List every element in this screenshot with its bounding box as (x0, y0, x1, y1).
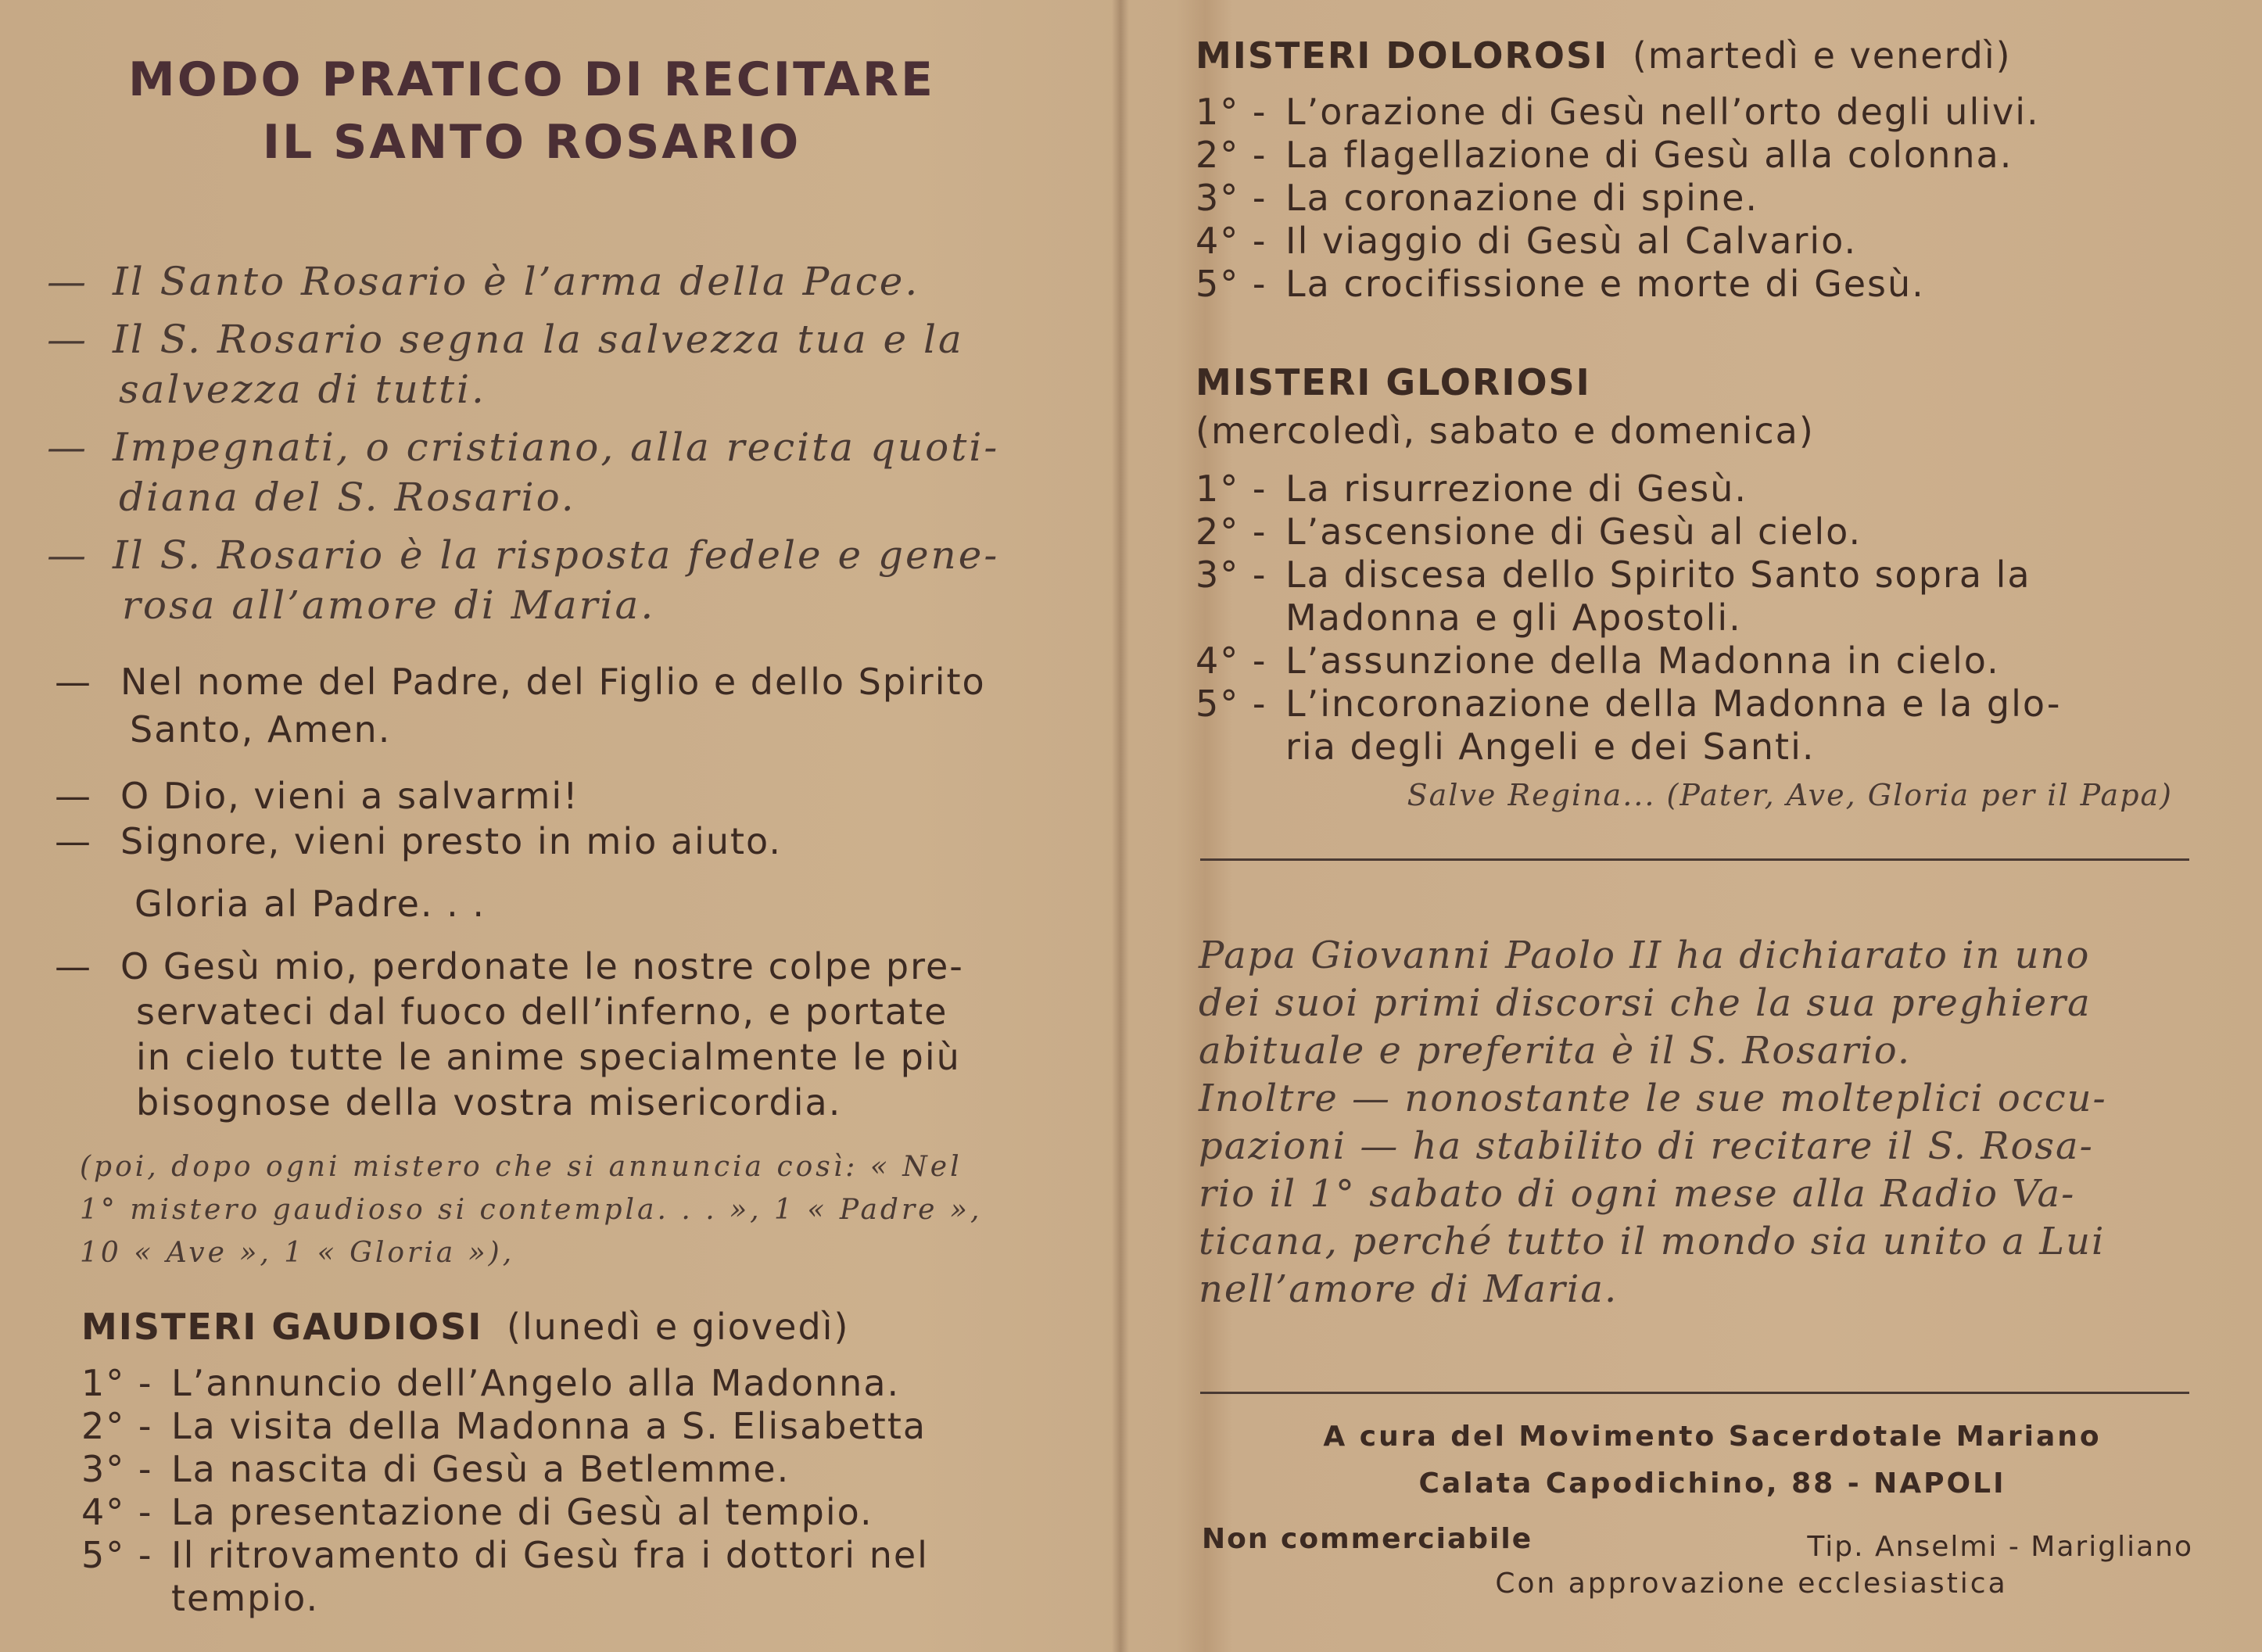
prayer-line: Nel nome del Padre, del Figlio e dello Spirito (120, 661, 986, 703)
list-item (1196, 177, 2181, 220)
prayer-line: O Gesù mio, perdonate le nostre colpe pre- (120, 945, 964, 987)
item-text: L’ascensione di Gesù al cielo. (1285, 511, 1862, 553)
list-item (81, 1534, 1043, 1620)
list-item (1196, 511, 2181, 554)
prayer-line: servateci dal fuoco dell’inferno, e portate (136, 991, 948, 1033)
mysteries-list (81, 1362, 1043, 1620)
item-text (1285, 683, 2181, 769)
o-gesu-prayer (55, 944, 1040, 1125)
list-item (1196, 683, 2181, 769)
misteri-gloriosi (1196, 361, 2181, 819)
exhortation-line: Il S. Rosario segna la salvezza tua e la (113, 317, 964, 362)
non-commercial-label: Non commerciabile (1202, 1523, 1533, 1555)
list-item (1196, 220, 2181, 263)
item-text (171, 1534, 1043, 1620)
exhortation-line: Impegnati, o cristiano, alla recita quoti- (113, 425, 1000, 470)
exhortation (47, 314, 1040, 414)
prayer-item (55, 773, 1040, 819)
paragraph-line: Papa Giovanni Paolo II ha dichiarato in uno (1199, 934, 2091, 977)
dash: — (55, 945, 92, 987)
section-heading (1196, 34, 2181, 77)
dash: — (47, 532, 88, 578)
paragraph-line: dei suoi primi discorsi che la sua preghiera (1199, 981, 2092, 1025)
note-line: 1° mistero gaudioso si contempla. . . », 1 « Padre », (80, 1194, 983, 1226)
exhortation-line: diana del S. Rosario. (119, 475, 576, 520)
heading-label: MISTERI GAUDIOSI (81, 1306, 483, 1348)
list-item (1196, 554, 2181, 640)
exhortation (47, 256, 1040, 306)
note-line: 10 « Ave », 1 « Gloria »), (80, 1237, 515, 1269)
item-text: La visita della Madonna a S. Elisabetta (171, 1405, 927, 1447)
item-text: L’orazione di Gesù nell’orto degli ulivi. (1285, 91, 2040, 133)
misteri-dolorosi (1196, 34, 2181, 306)
item-text: Il viaggio di Gesù al Calvario. (1285, 220, 1858, 262)
note-line: (poi, dopo ogni mistero che si annuncia così: « Nel (80, 1151, 963, 1183)
item-number: 3° - (1196, 177, 1267, 219)
dash: — (47, 425, 88, 470)
item-number: 2° - (1196, 511, 1267, 553)
publisher-line: A cura del Movimento Sacerdotale Mariano (1323, 1421, 2102, 1453)
item-text: La coronazione di spine. (1285, 177, 1759, 219)
item-number: 5° - (81, 1534, 153, 1576)
item-line: Il ritrovamento di Gesù fra i dottori nel (171, 1534, 929, 1576)
list-item (1196, 91, 2181, 134)
mysteries-list (1196, 468, 2181, 769)
prayer-line: Signore, vieni presto in mio aiuto. (120, 820, 782, 862)
page-title (102, 48, 962, 174)
list-item (81, 1405, 1043, 1448)
heading-days: (mercoledì, sabato e domenica) (1196, 410, 1815, 452)
item-text: L’annuncio dell’Angelo alla Madonna. (171, 1362, 901, 1404)
exhortation (47, 530, 1040, 630)
list-item (1196, 468, 2181, 511)
footer (1192, 1414, 2201, 1600)
misteri-gaudiosi (81, 1306, 1043, 1620)
item-number: 5° - (1196, 263, 1267, 305)
dash: — (47, 317, 88, 362)
right-page (1192, 0, 2193, 1652)
exhortation-line: Il Santo Rosario è l’arma della Pace. (113, 259, 920, 304)
item-number: 4° - (1196, 220, 1267, 262)
mysteries-list (1196, 91, 2181, 306)
paragraph-line: pazioni — ha stabilito di recitare il S. Rosa- (1199, 1124, 2094, 1168)
prayer-item (55, 659, 1040, 754)
item-number: 1° - (81, 1362, 153, 1404)
item-text: La crocifissione e morte di Gesù. (1285, 263, 1925, 305)
exhortation (47, 422, 1040, 522)
item-text: La risurrezione di Gesù. (1285, 468, 1748, 510)
exhortation-line: salvezza di tutti. (119, 367, 486, 412)
exhortation-line: Il S. Rosario è la risposta fedele e gene- (113, 532, 1000, 578)
item-text: La flagellazione di Gesù alla colonna. (1285, 134, 2013, 176)
list-item (81, 1448, 1043, 1491)
section-heading: MISTERI GLORIOSI (1196, 361, 1591, 403)
list-item (1196, 134, 2181, 177)
item-line: Madonna e gli Apostoli. (1285, 597, 1742, 639)
item-line: La discesa dello Spirito Santo sopra la (1285, 554, 2031, 596)
paragraph-line: abituale e preferita è il S. Rosario. (1199, 1029, 1912, 1073)
heading-label: MISTERI DOLOROSI (1196, 34, 1609, 77)
title-line-1: MODO PRATICO DI RECITARE (128, 52, 935, 107)
printer-label: Tip. Anselmi - Marigliano (1807, 1531, 2193, 1563)
address-line: Calata Capodichino, 88 - NAPOLI (1418, 1467, 2006, 1500)
prayer-line: bisognose della vostra misericordia. (136, 1081, 842, 1123)
papa-paragraph (1199, 932, 2192, 1313)
item-number: 2° - (81, 1405, 153, 1447)
footer-row (1192, 1523, 2201, 1563)
item-number: 5° - (1196, 683, 1267, 725)
item-text (1285, 554, 2181, 640)
paragraph-line: ticana, perché tutto il mondo sia unito a Lui (1199, 1220, 2106, 1263)
list-item (1196, 640, 2181, 683)
item-text: L’assunzione della Madonna in cielo. (1285, 640, 2000, 682)
item-text: La presentazione di Gesù al tempio. (171, 1491, 873, 1533)
gloria-line: Gloria al Padre. . . (134, 883, 486, 925)
dash: — (47, 259, 88, 304)
list-item (1196, 263, 2181, 306)
heading-days: (lunedì e giovedì) (506, 1306, 850, 1348)
item-line: ria degli Angeli e dei Santi. (1285, 726, 1816, 768)
list-item (81, 1491, 1043, 1534)
heading-days: (martedì e venerdì) (1632, 34, 2012, 77)
prayer-item (55, 819, 1040, 864)
exhortation-line: rosa all’amore di Maria. (122, 582, 656, 628)
recitation-note (80, 1145, 1041, 1274)
left-page (47, 0, 1040, 1652)
item-number: 3° - (1196, 554, 1267, 596)
item-number: 4° - (81, 1491, 153, 1533)
item-line: L’incoronazione della Madonna e la glo- (1285, 683, 2062, 725)
divider (1200, 1392, 2189, 1394)
item-text: La nascita di Gesù a Betlemme. (171, 1448, 790, 1490)
list-item (81, 1362, 1043, 1405)
divider (1200, 858, 2189, 861)
prayer-line: O Dio, vieni a salvarmi! (120, 775, 579, 817)
dash: — (55, 775, 92, 817)
paragraph-line: rio il 1° sabato di ogni mese alla Radio Va- (1199, 1172, 2076, 1216)
item-number: 1° - (1196, 91, 1267, 133)
item-number: 4° - (1196, 640, 1267, 682)
closing-prayers: Salve Regina... (Pater, Ave, Gloria per il Papa) (1407, 778, 2173, 812)
opening-prayers (55, 659, 1040, 1125)
page-fold (1112, 0, 1129, 1652)
paragraph-line: Inoltre — nonostante le sue molteplici occu- (1199, 1077, 2107, 1120)
prayer-line: in cielo tutte le anime specialmente le più (136, 1036, 961, 1078)
section-heading (81, 1306, 1043, 1348)
prayer-line: Santo, Amen. (130, 708, 392, 751)
approval-label: Con approvazione ecclesiastica (1495, 1568, 2008, 1600)
item-number: 3° - (81, 1448, 153, 1490)
dash: — (55, 820, 92, 862)
dash: — (55, 661, 92, 703)
item-number: 1° - (1196, 468, 1267, 510)
item-number: 2° - (1196, 134, 1267, 176)
title-line-2: IL SANTO ROSARIO (262, 115, 801, 170)
italic-exhortations (47, 256, 1040, 630)
paragraph-line: nell’amore di Maria. (1199, 1267, 1619, 1311)
item-line: tempio. (171, 1577, 320, 1619)
